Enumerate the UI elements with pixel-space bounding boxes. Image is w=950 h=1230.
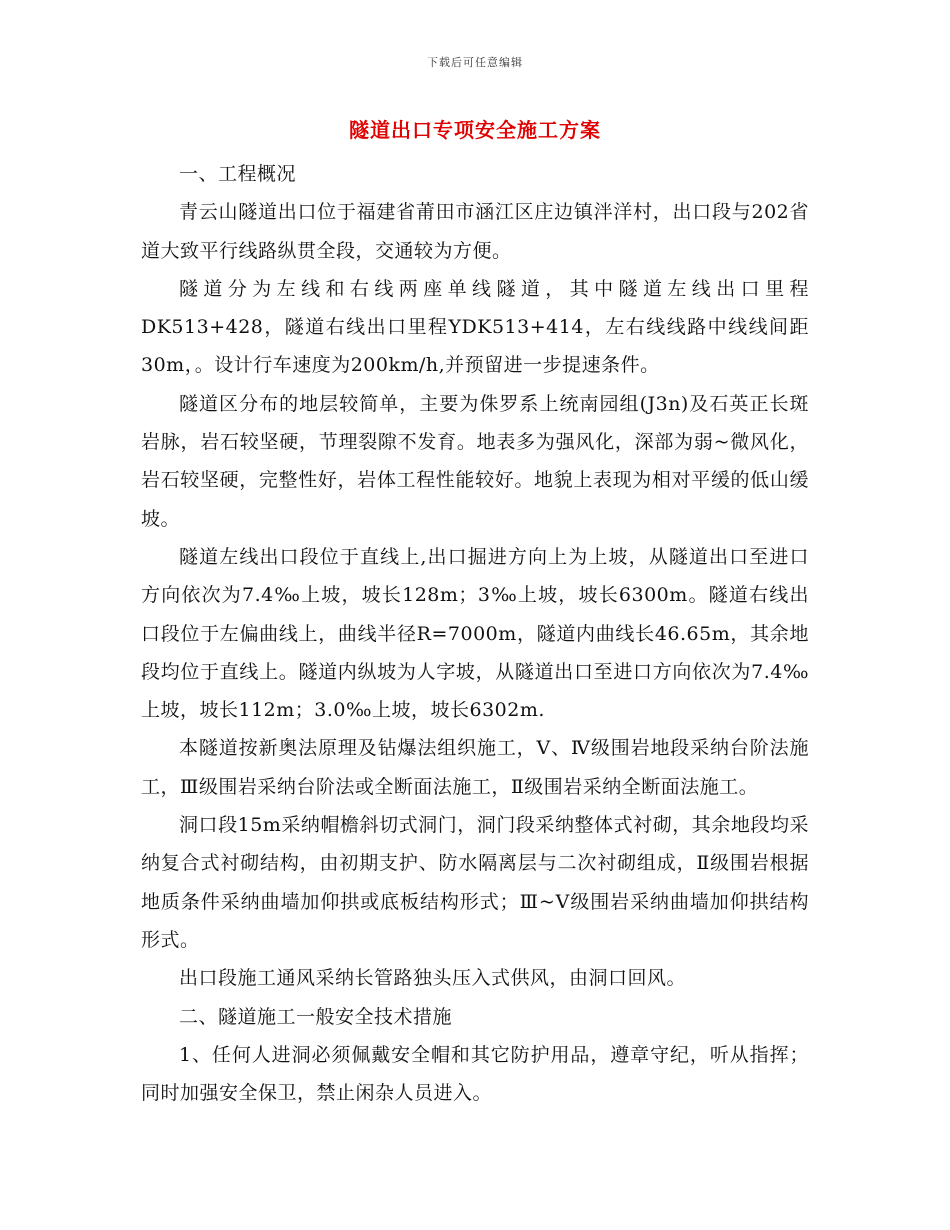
paragraph-location: 青云山隧道出口位于福建省莆田市涵江区庄边镇泮洋村，出口段与202省道大致平行线路纵贯全段，交通较为方便。 [141,201,809,262]
document-title: 隧道出口专项安全施工方案 [349,118,601,142]
paragraph-construction-method: 本隧道按新奥法原理及钻爆法组织施工，Ⅴ、Ⅳ级围岩地段采纳台阶法施工，Ⅲ级围岩采纳台阶法或全断面法施工，Ⅱ级围岩采纳全断面法施工。 [141,737,809,798]
paragraph-gradient: 隧道左线出口段位于直线上,出口掘进方向上为上坡，从隧道出口至进口方向依次为7.4‰上坡，坡长128m；3‰上坡，坡长6300m。隧道右线出口段位于左偏曲线上，曲线半径R=7000m，隧道内曲线长46.65m，其余地段均位于直线上。隧道内纵坡为人字坡，从隧道出口至进口方向依次为7.4‰上坡，坡长112m；3.0‰上坡，坡长6302m. [141,545,809,722]
document-body [141,155,809,1112]
section-heading-overview: 一、工程概况 [179,163,297,185]
header-note: 下载后可任意编辑 [427,56,523,69]
paragraph-lining: 洞口段15m采纳帽檐斜切式洞门，洞门段采纳整体式衬砌，其余地段均采纳复合式衬砌结构，由初期支护、防水隔离层与二次衬砌组成，Ⅱ级围岩根据地质条件采纳曲墙加仰拱或底板结构形式；Ⅲ~Ⅴ级围岩采纳曲墙加仰拱结构形式。 [141,814,809,951]
paragraph-tunnel-lines: 隧道分为左线和右线两座单线隧道，其中隧道左线出口里程DK513+428，隧道右线出口里程YDK513+414，左右线线路中线线间距30m，。设计行车速度为200km/h,并预留进一步提速条件。 [141,277,809,377]
paragraph-geology: 隧道区分布的地层较简单，主要为侏罗系上统南园组(J3n)及石英正长斑岩脉，岩石较坚硬，节理裂隙不发育。地表多为强风化，深部为弱~微风化，岩石较坚硬，完整性好，岩体工程性能较好。地貌上表现为相对平缓的低山缓坡。 [141,392,809,530]
paragraph-ventilation: 出口段施工通风采纳长管路独头压入式供风，由洞口回风。 [179,967,687,990]
section-heading-safety: 二、隧道施工一般安全技术措施 [179,1005,453,1028]
paragraph-safety-rule-1: 1、任何人进洞必须佩戴安全帽和其它防护用品，遵章守纪，听从指挥；同时加强安全保卫，禁止闲杂人员进入。 [141,1043,809,1105]
